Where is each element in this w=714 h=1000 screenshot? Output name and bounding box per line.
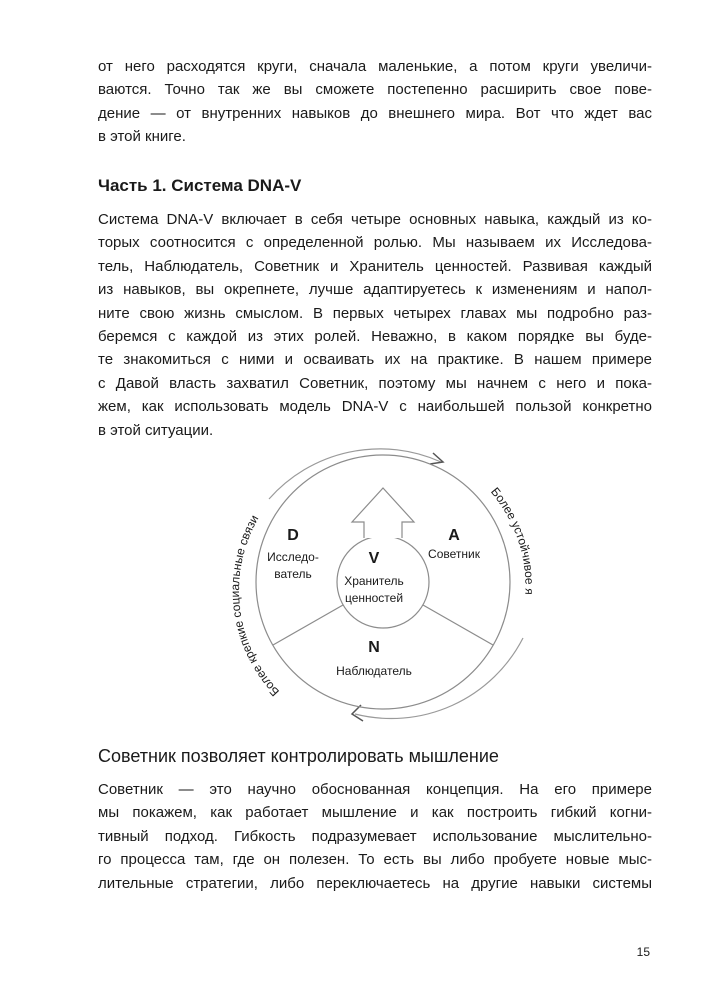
text-line: с Давой власть захватил Советник, поэтому мы начнем с него и пока- xyxy=(98,374,652,392)
text-line: беремся с каждой из этих ролей. Неважно, в каком порядке вы буде- xyxy=(98,328,652,346)
v-label-line2: ценностей xyxy=(344,591,404,605)
section-heading-advisor: Советник позволяет контролировать мышление xyxy=(98,746,499,766)
v-label-line1: Хранитель xyxy=(344,574,404,588)
n-label: Наблюдатель xyxy=(336,664,412,678)
text-line: жем, как использовать модель DNA-V с наибольшей пользой конкретно xyxy=(98,398,652,416)
dna-v-diagram xyxy=(0,430,714,760)
text-line: Система DNA-V включает в себя четыре основных навыка, каждый из ко- xyxy=(98,211,652,228)
v-letter: V xyxy=(368,550,380,567)
text-line: из навыков, вы окрепнете, лучше адаптируетесь к изменениям и напол- xyxy=(98,281,652,299)
text-line: лительные стратегии, либо переключаетесь на другие навыки системы xyxy=(98,874,652,892)
text-line: го процесса там, где он полезен. То есть вы либо пробуете новые мыс- xyxy=(98,851,652,869)
text-line: тель, Наблюдатель, Советник и Хранитель ценностей. Развивая каждый xyxy=(98,257,652,275)
text-line: ваются. Точно так же вы сможете постепенно расширить свое пове- xyxy=(98,81,652,99)
d-label-line1: Исследо- xyxy=(267,550,319,564)
section-heading-part1: Часть 1. Система DNA-V xyxy=(98,176,302,195)
outer-arc-bottom xyxy=(355,638,523,719)
page-number: 15 xyxy=(636,945,650,959)
a-letter: A xyxy=(448,527,460,544)
up-arrow xyxy=(352,488,414,538)
text-line: тивный подход. Гибкость подразумевает использование мыслительно- xyxy=(98,827,652,845)
text-line: мы покажем, как работает мышление и как построить гибкий когни- xyxy=(98,804,652,822)
text-line: дение — от внутренних навыков до внешнего мира. Вот что ждет вас xyxy=(98,104,652,122)
text-line: торых соотносится с определенной ролью. Мы называем их Исследова- xyxy=(98,234,652,252)
arc-label-right: Более устойчивое я xyxy=(488,484,537,595)
d-label-line2: ватель xyxy=(274,567,312,581)
divider-right xyxy=(423,605,493,645)
divider-left xyxy=(273,605,343,645)
text-line: в этой книге. xyxy=(98,128,186,146)
outer-arc-top xyxy=(269,449,441,499)
a-label: Советник xyxy=(428,547,480,561)
text-line: в этой ситуации. xyxy=(98,421,214,439)
part1-paragraph xyxy=(98,208,652,442)
d-letter: D xyxy=(287,527,299,544)
arc-label-left: Более крепкие социальные связи xyxy=(228,512,282,700)
text-line: Советник — это научно обоснованная концепция. На его примере xyxy=(98,781,652,798)
intro-paragraph xyxy=(98,55,652,149)
text-line: от него расходятся круги, сначала маленькие, а потом круги увеличи- xyxy=(98,58,652,75)
n-letter: N xyxy=(368,639,380,656)
text-line: те знакомиться с ними и осваивать их на практике. В нашем примере xyxy=(98,351,652,369)
advisor-paragraph xyxy=(98,778,652,895)
text-line: ните свою жизнь смыслом. В первых четырех главах мы подробно раз- xyxy=(98,304,652,322)
